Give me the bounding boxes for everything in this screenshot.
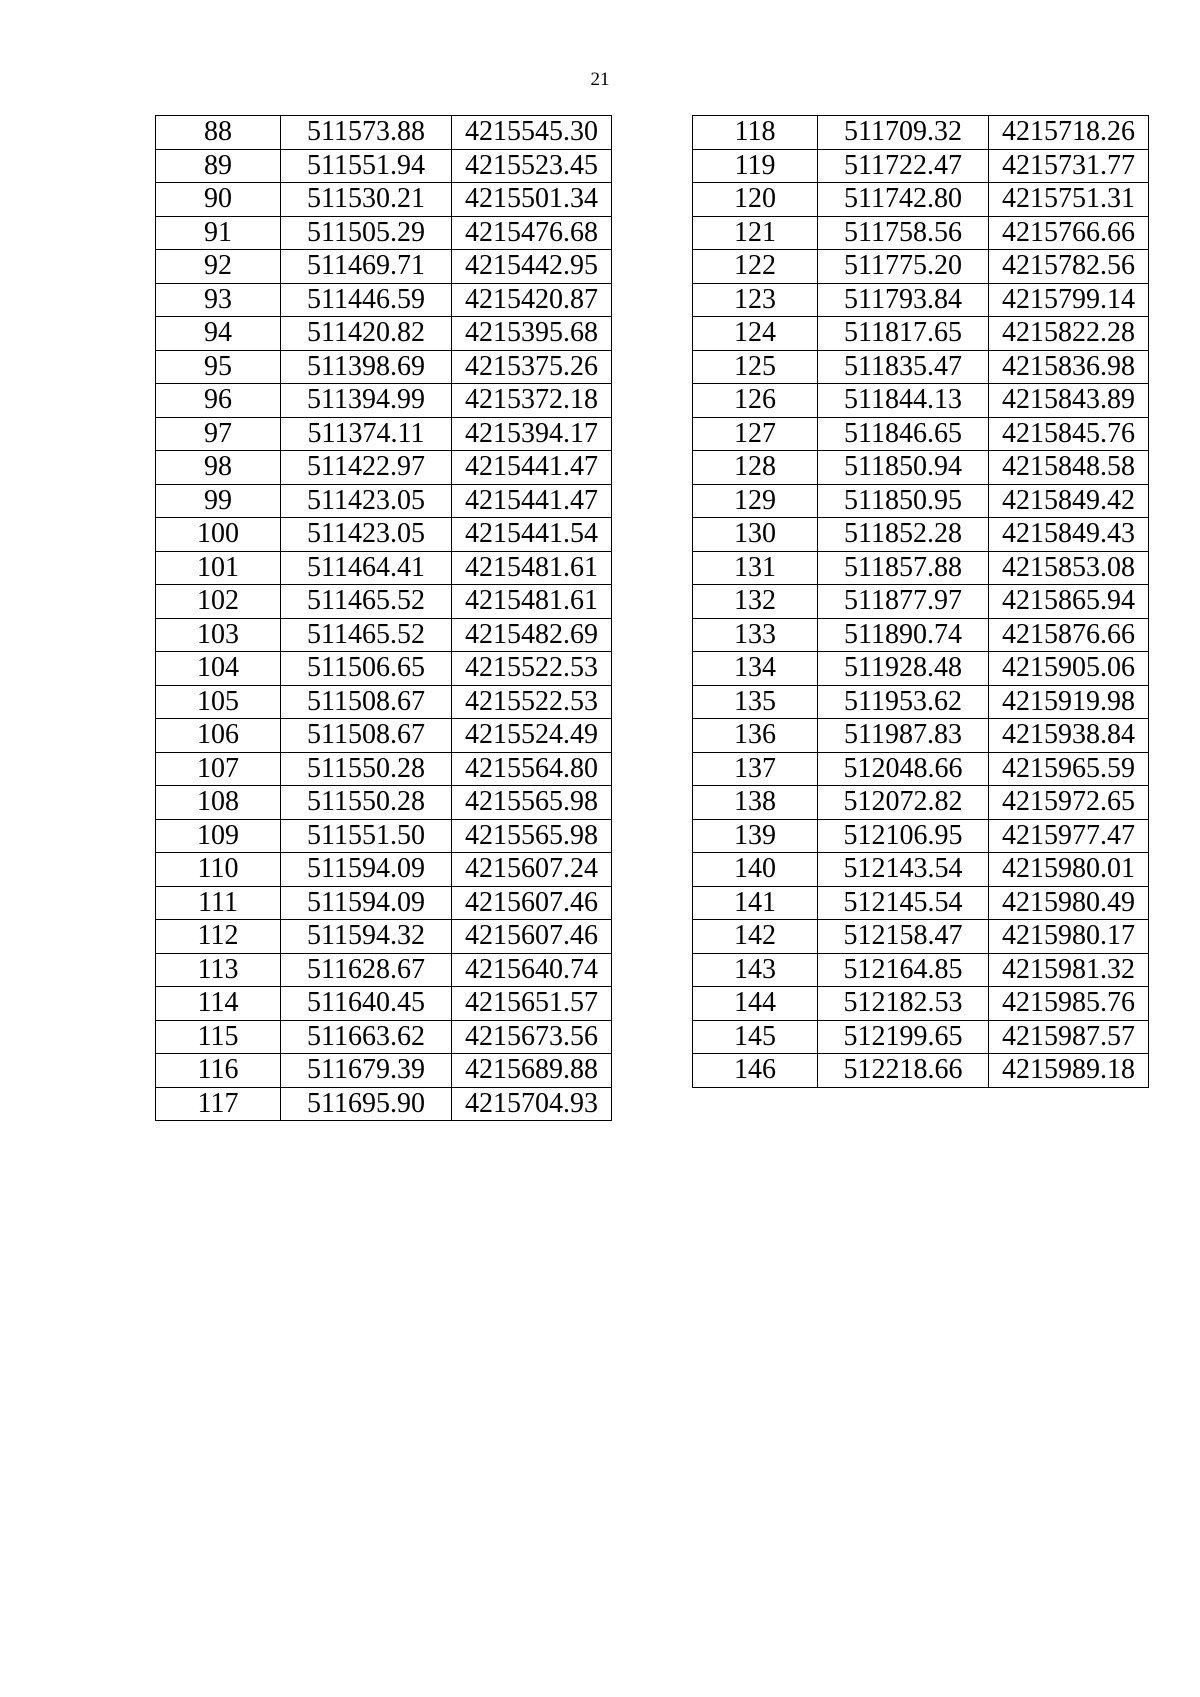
point-number-cell: 102 — [156, 585, 281, 619]
point-number-cell: 126 — [693, 384, 818, 418]
point-number-cell: 138 — [693, 786, 818, 820]
x-coordinate-cell: 511374.11 — [281, 417, 452, 451]
point-number-cell: 116 — [156, 1054, 281, 1088]
table-row — [156, 685, 612, 719]
table-body — [693, 116, 1149, 1088]
y-coordinate-cell: 4215965.59 — [989, 752, 1149, 786]
table-row — [156, 719, 612, 753]
y-coordinate-cell: 4215375.26 — [452, 350, 612, 384]
table-row — [693, 384, 1149, 418]
x-coordinate-cell: 512072.82 — [818, 786, 989, 820]
y-coordinate-cell: 4215607.46 — [452, 920, 612, 954]
table-row — [693, 953, 1149, 987]
point-number-cell: 122 — [693, 250, 818, 284]
table-row — [693, 819, 1149, 853]
point-number-cell: 109 — [156, 819, 281, 853]
x-coordinate-cell: 511594.09 — [281, 886, 452, 920]
x-coordinate-cell: 511594.09 — [281, 853, 452, 887]
table-row — [693, 652, 1149, 686]
point-number-cell: 143 — [693, 953, 818, 987]
y-coordinate-cell: 4215545.30 — [452, 116, 612, 150]
table-row — [156, 853, 612, 887]
table-row — [693, 752, 1149, 786]
point-number-cell: 90 — [156, 183, 281, 217]
table-row — [156, 451, 612, 485]
x-coordinate-cell: 511775.20 — [818, 250, 989, 284]
x-coordinate-cell: 511550.28 — [281, 786, 452, 820]
x-coordinate-cell: 511423.05 — [281, 484, 452, 518]
point-number-cell: 98 — [156, 451, 281, 485]
y-coordinate-cell: 4215481.61 — [452, 585, 612, 619]
point-number-cell: 141 — [693, 886, 818, 920]
point-number-cell: 114 — [156, 987, 281, 1021]
y-coordinate-cell: 4215718.26 — [989, 116, 1149, 150]
point-number-cell: 100 — [156, 518, 281, 552]
table-row — [693, 987, 1149, 1021]
point-number-cell: 124 — [693, 317, 818, 351]
table-row — [693, 451, 1149, 485]
x-coordinate-cell: 511394.99 — [281, 384, 452, 418]
table-row — [693, 551, 1149, 585]
table-row — [156, 652, 612, 686]
table-row — [693, 417, 1149, 451]
y-coordinate-cell: 4215501.34 — [452, 183, 612, 217]
point-number-cell: 111 — [156, 886, 281, 920]
x-coordinate-cell: 511508.67 — [281, 685, 452, 719]
point-number-cell: 94 — [156, 317, 281, 351]
x-coordinate-cell: 511530.21 — [281, 183, 452, 217]
y-coordinate-cell: 4215905.06 — [989, 652, 1149, 686]
point-number-cell: 91 — [156, 216, 281, 250]
point-number-cell: 142 — [693, 920, 818, 954]
point-number-cell: 105 — [156, 685, 281, 719]
x-coordinate-cell: 511420.82 — [281, 317, 452, 351]
y-coordinate-cell: 4215848.58 — [989, 451, 1149, 485]
table-row — [156, 250, 612, 284]
y-coordinate-cell: 4215843.89 — [989, 384, 1149, 418]
table-row — [156, 317, 612, 351]
x-coordinate-cell: 512182.53 — [818, 987, 989, 1021]
y-coordinate-cell: 4215523.45 — [452, 149, 612, 183]
table-row — [156, 1054, 612, 1088]
x-coordinate-cell: 512199.65 — [818, 1020, 989, 1054]
x-coordinate-cell: 511573.88 — [281, 116, 452, 150]
point-number-cell: 99 — [156, 484, 281, 518]
y-coordinate-cell: 4215822.28 — [989, 317, 1149, 351]
y-coordinate-cell: 4215980.49 — [989, 886, 1149, 920]
y-coordinate-cell: 4215640.74 — [452, 953, 612, 987]
x-coordinate-cell: 511551.50 — [281, 819, 452, 853]
table-row — [156, 585, 612, 619]
x-coordinate-cell: 511640.45 — [281, 987, 452, 1021]
point-number-cell: 120 — [693, 183, 818, 217]
table-row — [156, 116, 612, 150]
table-row — [693, 886, 1149, 920]
y-coordinate-cell: 4215938.84 — [989, 719, 1149, 753]
point-number-cell: 132 — [693, 585, 818, 619]
y-coordinate-cell: 4215607.46 — [452, 886, 612, 920]
x-coordinate-cell: 511987.83 — [818, 719, 989, 753]
point-number-cell: 103 — [156, 618, 281, 652]
table-row — [693, 283, 1149, 317]
y-coordinate-cell: 4215849.42 — [989, 484, 1149, 518]
table-row — [156, 216, 612, 250]
x-coordinate-cell: 511423.05 — [281, 518, 452, 552]
x-coordinate-cell: 511877.97 — [818, 585, 989, 619]
point-number-cell: 92 — [156, 250, 281, 284]
y-coordinate-cell: 4215442.95 — [452, 250, 612, 284]
y-coordinate-cell: 4215673.56 — [452, 1020, 612, 1054]
x-coordinate-cell: 512164.85 — [818, 953, 989, 987]
x-coordinate-cell: 512145.54 — [818, 886, 989, 920]
point-number-cell: 130 — [693, 518, 818, 552]
y-coordinate-cell: 4215704.93 — [452, 1087, 612, 1121]
y-coordinate-cell: 4215731.77 — [989, 149, 1149, 183]
table-row — [693, 250, 1149, 284]
y-coordinate-cell: 4215395.68 — [452, 317, 612, 351]
y-coordinate-cell: 4215853.08 — [989, 551, 1149, 585]
point-number-cell: 137 — [693, 752, 818, 786]
point-number-cell: 118 — [693, 116, 818, 150]
table-row — [693, 1020, 1149, 1054]
x-coordinate-cell: 511422.97 — [281, 451, 452, 485]
y-coordinate-cell: 4215607.24 — [452, 853, 612, 887]
table-row — [156, 384, 612, 418]
x-coordinate-cell: 511679.39 — [281, 1054, 452, 1088]
y-coordinate-cell: 4215980.01 — [989, 853, 1149, 887]
x-coordinate-cell: 511469.71 — [281, 250, 452, 284]
table-row — [156, 183, 612, 217]
y-coordinate-cell: 4215565.98 — [452, 786, 612, 820]
y-coordinate-cell: 4215799.14 — [989, 283, 1149, 317]
x-coordinate-cell: 511594.32 — [281, 920, 452, 954]
table-row — [156, 283, 612, 317]
y-coordinate-cell: 4215476.68 — [452, 216, 612, 250]
table-row — [156, 752, 612, 786]
point-number-cell: 93 — [156, 283, 281, 317]
x-coordinate-cell: 511857.88 — [818, 551, 989, 585]
y-coordinate-cell: 4215394.17 — [452, 417, 612, 451]
point-number-cell: 123 — [693, 283, 818, 317]
point-number-cell: 145 — [693, 1020, 818, 1054]
point-number-cell: 117 — [156, 1087, 281, 1121]
table-row — [693, 585, 1149, 619]
y-coordinate-cell: 4215564.80 — [452, 752, 612, 786]
y-coordinate-cell: 4215981.32 — [989, 953, 1149, 987]
x-coordinate-cell: 511722.47 — [818, 149, 989, 183]
y-coordinate-cell: 4215849.43 — [989, 518, 1149, 552]
point-number-cell: 106 — [156, 719, 281, 753]
point-number-cell: 146 — [693, 1054, 818, 1088]
y-coordinate-cell: 4215522.53 — [452, 685, 612, 719]
point-number-cell: 97 — [156, 417, 281, 451]
y-coordinate-cell: 4215751.31 — [989, 183, 1149, 217]
table-row — [156, 518, 612, 552]
point-number-cell: 110 — [156, 853, 281, 887]
y-coordinate-cell: 4215441.54 — [452, 518, 612, 552]
table-row — [693, 317, 1149, 351]
x-coordinate-cell: 512106.95 — [818, 819, 989, 853]
y-coordinate-cell: 4215420.87 — [452, 283, 612, 317]
point-number-cell: 96 — [156, 384, 281, 418]
point-number-cell: 129 — [693, 484, 818, 518]
y-coordinate-cell: 4215372.18 — [452, 384, 612, 418]
y-coordinate-cell: 4215524.49 — [452, 719, 612, 753]
table-row — [693, 518, 1149, 552]
x-coordinate-cell: 511850.95 — [818, 484, 989, 518]
x-coordinate-cell: 511446.59 — [281, 283, 452, 317]
table-row — [693, 216, 1149, 250]
x-coordinate-cell: 511628.67 — [281, 953, 452, 987]
point-number-cell: 133 — [693, 618, 818, 652]
point-number-cell: 108 — [156, 786, 281, 820]
table-row — [156, 618, 612, 652]
table-row — [156, 417, 612, 451]
point-number-cell: 119 — [693, 149, 818, 183]
y-coordinate-cell: 4215482.69 — [452, 618, 612, 652]
x-coordinate-cell: 511844.13 — [818, 384, 989, 418]
table-row — [156, 551, 612, 585]
y-coordinate-cell: 4215766.66 — [989, 216, 1149, 250]
x-coordinate-cell: 512143.54 — [818, 853, 989, 887]
y-coordinate-cell: 4215782.56 — [989, 250, 1149, 284]
x-coordinate-cell: 511465.52 — [281, 618, 452, 652]
x-coordinate-cell: 511398.69 — [281, 350, 452, 384]
y-coordinate-cell: 4215989.18 — [989, 1054, 1149, 1088]
y-coordinate-cell: 4215481.61 — [452, 551, 612, 585]
point-number-cell: 121 — [693, 216, 818, 250]
table-row — [156, 920, 612, 954]
point-number-cell: 112 — [156, 920, 281, 954]
y-coordinate-cell: 4215845.76 — [989, 417, 1149, 451]
x-coordinate-cell: 512158.47 — [818, 920, 989, 954]
x-coordinate-cell: 511846.65 — [818, 417, 989, 451]
x-coordinate-cell: 511506.65 — [281, 652, 452, 686]
coordinates-table-left — [155, 115, 612, 1121]
x-coordinate-cell: 511505.29 — [281, 216, 452, 250]
x-coordinate-cell: 511742.80 — [818, 183, 989, 217]
x-coordinate-cell: 511953.62 — [818, 685, 989, 719]
x-coordinate-cell: 511758.56 — [818, 216, 989, 250]
y-coordinate-cell: 4215865.94 — [989, 585, 1149, 619]
table-row — [693, 1054, 1149, 1088]
page-number: 21 — [590, 69, 610, 90]
y-coordinate-cell: 4215565.98 — [452, 819, 612, 853]
y-coordinate-cell: 4215441.47 — [452, 451, 612, 485]
x-coordinate-cell: 511817.65 — [818, 317, 989, 351]
point-number-cell: 104 — [156, 652, 281, 686]
x-coordinate-cell: 511890.74 — [818, 618, 989, 652]
point-number-cell: 89 — [156, 149, 281, 183]
y-coordinate-cell: 4215987.57 — [989, 1020, 1149, 1054]
table-row — [693, 183, 1149, 217]
table-row — [693, 685, 1149, 719]
x-coordinate-cell: 511852.28 — [818, 518, 989, 552]
x-coordinate-cell: 511465.52 — [281, 585, 452, 619]
table-row — [156, 149, 612, 183]
point-number-cell: 140 — [693, 853, 818, 887]
table-row — [693, 786, 1149, 820]
x-coordinate-cell: 511551.94 — [281, 149, 452, 183]
x-coordinate-cell: 511464.41 — [281, 551, 452, 585]
x-coordinate-cell: 511835.47 — [818, 350, 989, 384]
coordinates-table-right — [692, 115, 1149, 1088]
table-body — [156, 116, 612, 1121]
point-number-cell: 144 — [693, 987, 818, 1021]
point-number-cell: 101 — [156, 551, 281, 585]
table-row — [156, 1087, 612, 1121]
table-row — [156, 484, 612, 518]
y-coordinate-cell: 4215651.57 — [452, 987, 612, 1021]
table-row — [693, 350, 1149, 384]
point-number-cell: 88 — [156, 116, 281, 150]
y-coordinate-cell: 4215836.98 — [989, 350, 1149, 384]
y-coordinate-cell: 4215441.47 — [452, 484, 612, 518]
y-coordinate-cell: 4215522.53 — [452, 652, 612, 686]
y-coordinate-cell: 4215689.88 — [452, 1054, 612, 1088]
x-coordinate-cell: 511709.32 — [818, 116, 989, 150]
y-coordinate-cell: 4215919.98 — [989, 685, 1149, 719]
table-row — [156, 350, 612, 384]
point-number-cell: 113 — [156, 953, 281, 987]
table-row — [156, 987, 612, 1021]
y-coordinate-cell: 4215972.65 — [989, 786, 1149, 820]
table-row — [693, 618, 1149, 652]
table-row — [156, 819, 612, 853]
table-row — [156, 1020, 612, 1054]
x-coordinate-cell: 511793.84 — [818, 283, 989, 317]
x-coordinate-cell: 511928.48 — [818, 652, 989, 686]
point-number-cell: 107 — [156, 752, 281, 786]
x-coordinate-cell: 511695.90 — [281, 1087, 452, 1121]
table-row — [156, 786, 612, 820]
y-coordinate-cell: 4215977.47 — [989, 819, 1149, 853]
point-number-cell: 125 — [693, 350, 818, 384]
x-coordinate-cell: 511663.62 — [281, 1020, 452, 1054]
point-number-cell: 135 — [693, 685, 818, 719]
y-coordinate-cell: 4215876.66 — [989, 618, 1149, 652]
table-row — [693, 149, 1149, 183]
point-number-cell: 134 — [693, 652, 818, 686]
point-number-cell: 95 — [156, 350, 281, 384]
x-coordinate-cell: 512218.66 — [818, 1054, 989, 1088]
x-coordinate-cell: 512048.66 — [818, 752, 989, 786]
x-coordinate-cell: 511508.67 — [281, 719, 452, 753]
table-row — [693, 719, 1149, 753]
point-number-cell: 115 — [156, 1020, 281, 1054]
point-number-cell: 128 — [693, 451, 818, 485]
point-number-cell: 131 — [693, 551, 818, 585]
x-coordinate-cell: 511850.94 — [818, 451, 989, 485]
x-coordinate-cell: 511550.28 — [281, 752, 452, 786]
table-row — [693, 853, 1149, 887]
point-number-cell: 139 — [693, 819, 818, 853]
table-row — [693, 920, 1149, 954]
point-number-cell: 136 — [693, 719, 818, 753]
point-number-cell: 127 — [693, 417, 818, 451]
table-row — [156, 953, 612, 987]
y-coordinate-cell: 4215985.76 — [989, 987, 1149, 1021]
table-row — [156, 886, 612, 920]
table-row — [693, 484, 1149, 518]
y-coordinate-cell: 4215980.17 — [989, 920, 1149, 954]
table-row — [693, 116, 1149, 150]
